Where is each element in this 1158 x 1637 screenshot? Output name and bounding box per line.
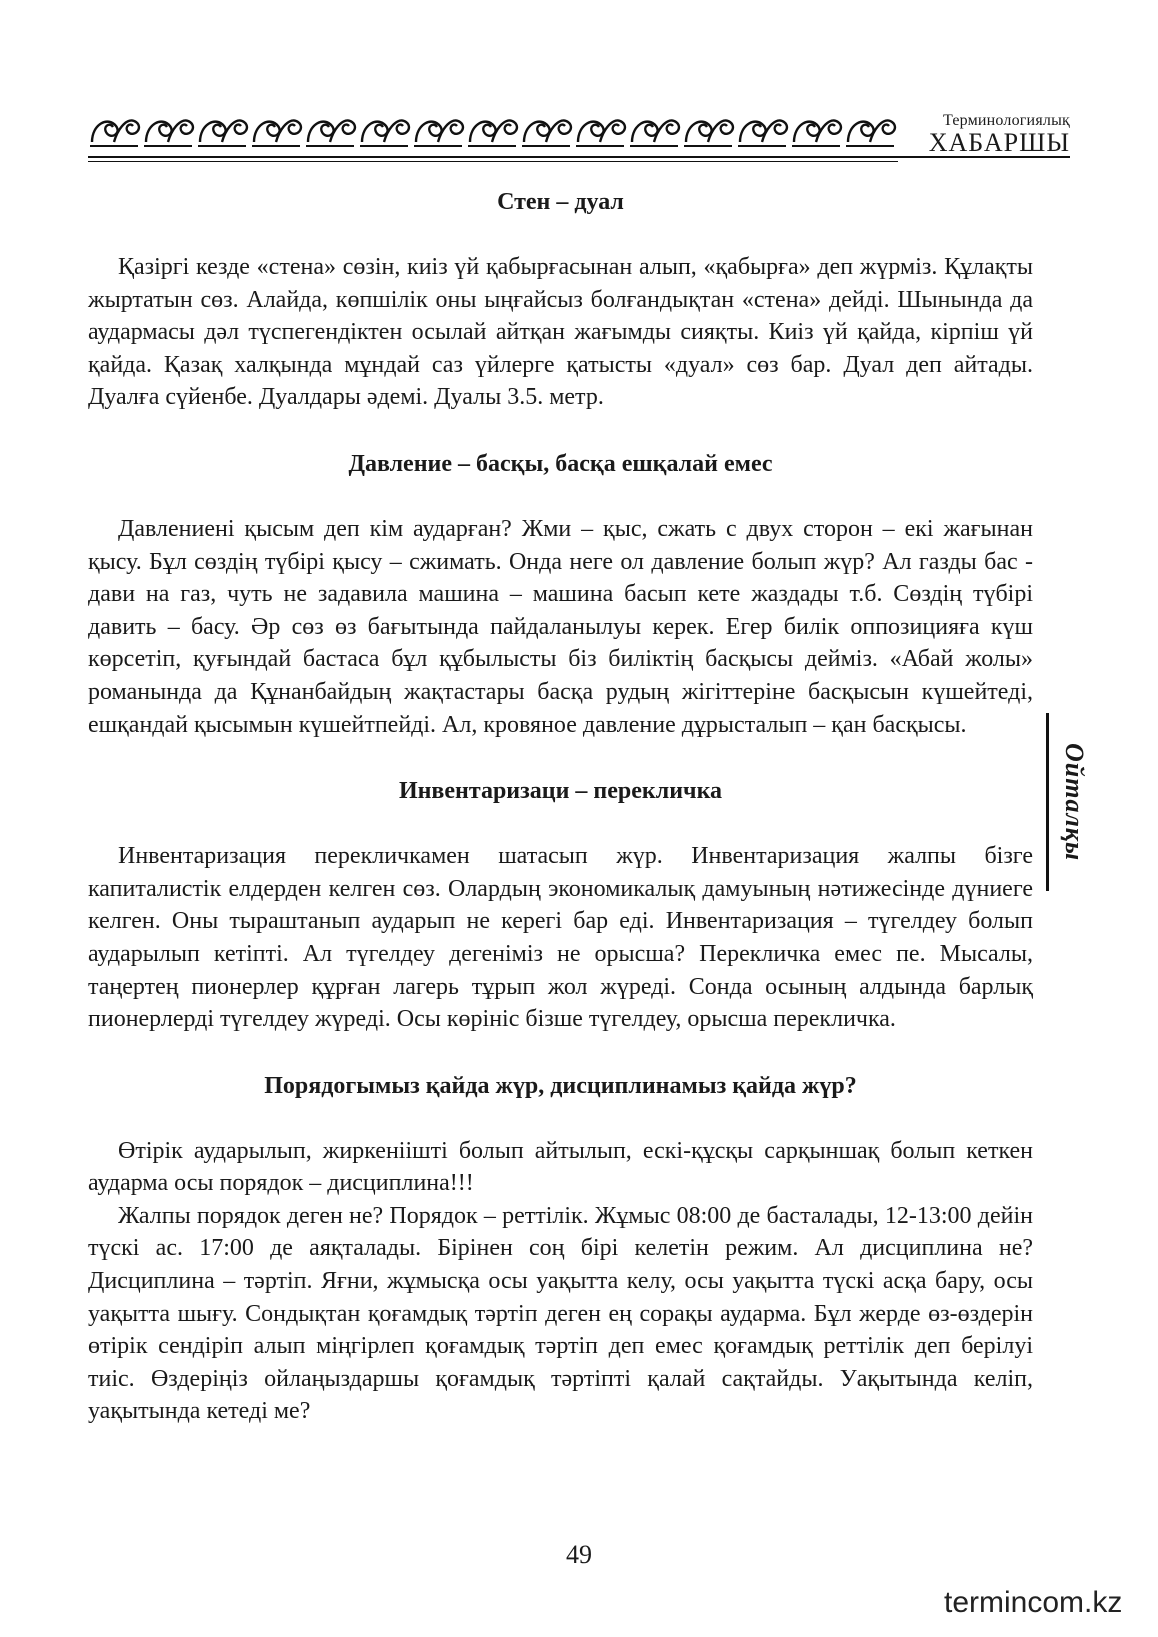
section-heading: Инвентаризаци – перекличка [398, 778, 723, 805]
journal-title: ХАБАРШЫ [928, 128, 1070, 157]
header-rule [88, 156, 1070, 158]
page-number: 49 [566, 1540, 592, 1569]
site-watermark: termincom.kz [944, 1586, 1123, 1619]
paragraph: Өтірік аударылып, жиркеніішті болып айтылып, ескі-құсқы сарқыншақ болып кеткен аударма осы порядок – дисциплина!!! [88, 1137, 1033, 1197]
paragraph: Давлениені қысым деп кім аударған? Жми – қыс, сжать с двух сторон – екі жағынан қысу. Бұл сөздің түбірі қысу – сжимать. Онда неге ол давление болып жүр? Ал газды бас - дави на газ, чуть не задавила машина – машина басып кете жаздады т.б. Сөздің түбірі давить – басу. Әр сөз өз бағытында пайдаланылуы керек. Егер билік оппозицияға күш көрсетіп, қуғындай бастаса бұл құбылысты біз биліктің басқысы дейміз. «Абай жолы» романында да Құнанбайдың жақтастары басқа рудың жігіттеріне басқысын күшейтеді, ешқандай қысымын күшейтпейді. Ал, кровяное давление дұрысталып – қан басқысы. [88, 515, 1033, 738]
section-heading: Стен – дуал [497, 189, 624, 215]
section-heading: Порядогымыз қайда жүр, дисциплинамыз қайда жүр? [264, 1072, 857, 1099]
ornament-border-icon [88, 108, 898, 152]
section-side-tab [1046, 713, 1089, 891]
paragraph: Жалпы порядок деген не? Порядок – реттілік. Жұмыс 08:00 де басталады, 12-13:00 дейін түскі ас. 17:00 де аяқталады. Бірінен соң бірі келетін режим. Ал дисциплина не? Дисциплина – тәртіп. Яғни, жұмысқа осы уақытта келу, осы уақытта түскі асқа бару, осы уақытта шығу. Сондықтан қоғамдық тәртіп деген ең сорақы аударма. Бұл жерде өз-өздерін өтірік сендіріп алып міңгірлеп қоғамдық тәртіп деп емес қоғамдық реттілік деп берілуі тиіс. Өздеріңіз ойлаңыздаршы қоғамдық тәртіпті қалай сақтайды. Уақытында келіп, уақытында кетеді ме? [88, 1202, 1033, 1425]
side-tab-label: Ойталқы [1060, 742, 1089, 862]
paragraph: Қазіргі кезде «стена» сөзін, киіз үй қабырғасынан алып, «қабырға» деп жүрміз. Құлақты жыртатын сөз. Алайда, көпшілік оны ыңғайсыз болғандықтан «стена» дейді. Шынында да аудармасы дәл түспегендіктен осылай айтқан жағымды сияқты. Киіз үй қайда, кірпіш үй қайда. Қазақ халқында мұндай саз үйлерге қатысты «дуал» сөз бар. Дуал деп айтады. Дуалға сүйенбе. Дуалдары әдемі. Дуалы 3.5. метр. [88, 254, 1033, 411]
journal-subtitle: Терминологиялық [942, 112, 1070, 129]
section-heading: Давление – басқы, басқа ешқалай емес [348, 450, 773, 477]
article-body [88, 185, 1033, 1428]
paragraph: Инвентаризация перекличкамен шатасып жүр. Инвентаризация жалпы бізге капиталистік елдерден келген сөз. Олардың экономикалық дамуының нәтижесінде дүниеге келген. Оны тыраштанып аударып не керегі бар еді. Инвентаризация – түгелдеу болып аударылып кетіпті. Ал түгелдеу дегеніміз не орысша? Перекличка емес пе. Мысалы, таңертең пионерлер құрған лагерь тұрып жол жүреді. Сонда осының алдында барлық пионерлерді түгелдеу жүреді. Осы көрініс бізше түгелдеу, орысша перекличка. [88, 843, 1033, 1033]
header-rule-thin [88, 161, 898, 162]
page-header [88, 104, 1070, 164]
